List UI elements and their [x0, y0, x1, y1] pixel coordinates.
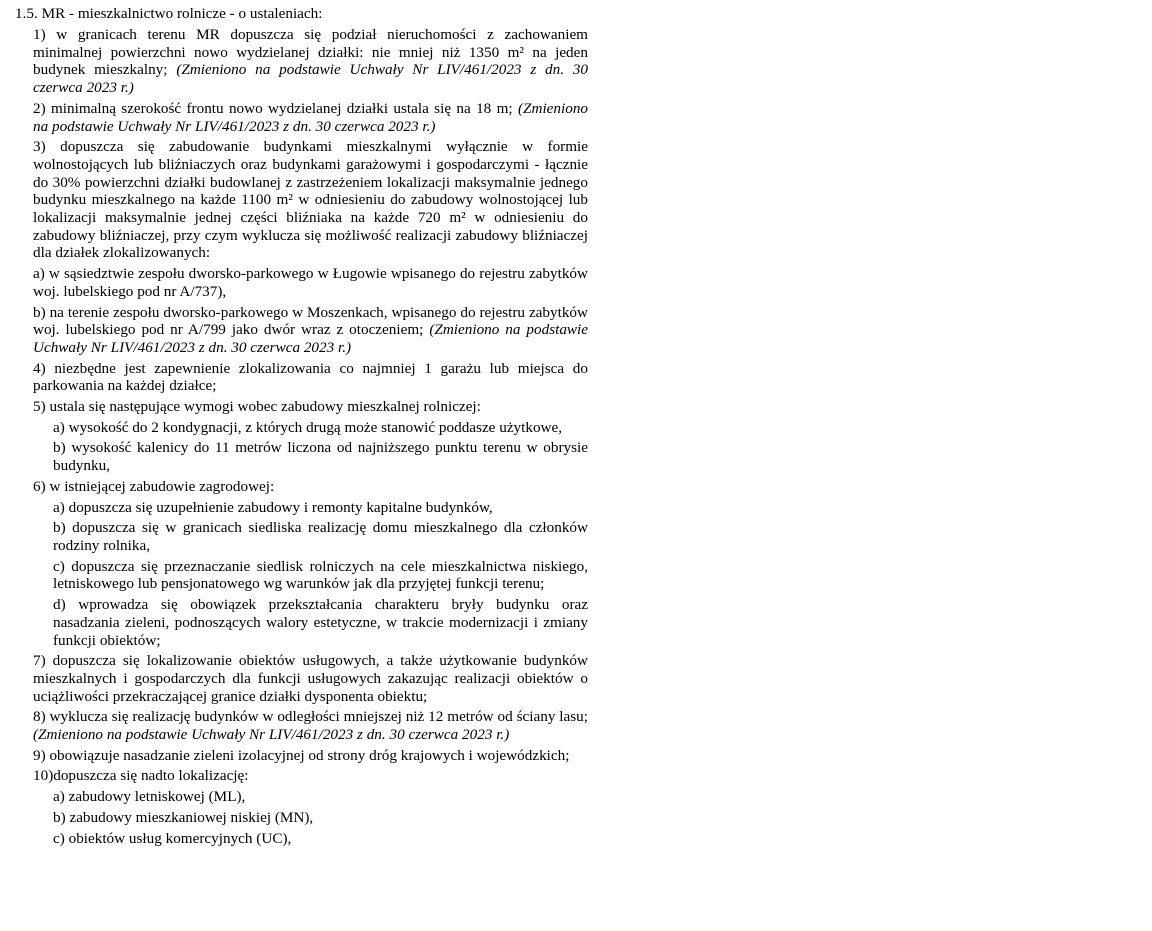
item-text: 3) dopuszcza się zabudowanie budynkami mieszkalnymi wyłącznie w formie wolnostojących lub bliźniaczych oraz budynkami garażowymi i gospodarczymi - łącznie do 30% powierzchni działki budowlanej z zastrzeżeniem lokalizacji maksymalnie jednego budynku mieszkalnego na każde 1100 m² w odniesieniu do zabudowy wolnostojącej lub lokalizacji maksymalnie jednej części bliźniaka na każde 720 m² w odniesieniu do zabudowy bliźniaczej, przy czym wyklucza się możliwość realizacji zabudowy bliźniaczej dla działek zlokalizowanych: [33, 138, 588, 262]
item-text: 2) minimalną szerokość frontu nowo wydzielanej działki ustala się na 18 m; [33, 99, 513, 117]
sub-list-item [53, 519, 588, 554]
item-text: b) wysokość kalenicy do 11 metrów liczona od najniższego punktu terenu w obrysie budynku, [53, 439, 588, 475]
item-text: c) obiektów usług komercyjnych (UC), [53, 829, 292, 847]
item-text: a) w sąsiedztwie zespołu dworsko-parkowego w Ługowie wpisanego do rejestru zabytków woj. lubelskiego pod nr A/737), [33, 265, 588, 300]
list-item [33, 360, 588, 395]
amendment-note: (Zmieniono na podstawie Uchwały Nr LIV/461/2023 z dn. 30 czerwca 2023 r.) [33, 726, 510, 744]
amendment-note: (Zmieniono na podstawie Uchwały Nr LIV/461/2023 z dn. 30 czerwca 2023 r.) [33, 99, 589, 135]
item-text: 9) obowiązuje nasadzanie zieleni izolacyjnej od strony dróg krajowych i wojewódzkich; [33, 746, 570, 764]
sub-list-item [53, 499, 588, 517]
sub-list-item [53, 596, 588, 649]
item-text: 5) ustala się następujące wymogi wobec zabudowy mieszkalnej rolniczej: [33, 398, 481, 416]
list-item [33, 265, 588, 300]
sub-list-item [53, 558, 588, 593]
list-item [33, 138, 588, 262]
item-text: b) na terenie zespołu dworsko-parkowego w Moszenkach, wpisanego do rejestru zabytków woj. lubelskiego pod nr A/799 jako dwór wraz z otoczeniem; [33, 303, 588, 339]
item-text: a) wysokość do 2 kondygnacji, z których drugą może stanowić poddasze użytkowe, [53, 418, 563, 436]
sub-list-item [53, 830, 588, 848]
list-item [33, 304, 588, 357]
list-item [33, 26, 588, 97]
amendment-note: (Zmieniono na podstawie Uchwały Nr LIV/461/2023 z dn. 30 czerwca 2023 r.) [33, 61, 589, 97]
sub-list-item [53, 419, 588, 437]
list-item [33, 652, 588, 705]
item-text: 4) niezbędne jest zapewnienie zlokalizowania co najmniej 1 garażu lub miejsca do parkowania na każdej działce; [33, 359, 588, 395]
list-item [33, 398, 588, 416]
item-text: 7) dopuszcza się lokalizowanie obiektów usługowych, a także użytkowanie budynków mieszkalnych i gospodarczych dla funkcji usługowych zakazując realizacji obiektów o uciążliwości przekraczającej granice działki dysponenta obiektu; [33, 652, 588, 705]
sub-list-item [53, 788, 588, 806]
item-text: b) dopuszcza się w granicach siedliska realizację domu mieszkalnego dla członków rodziny rolnika, [53, 519, 588, 554]
list-item [33, 100, 588, 135]
section-heading: 1.5. MR - mieszkalnictwo rolnicze - o ustaleniach: [15, 5, 323, 22]
amendment-note: (Zmieniono na podstawie Uchwały Nr LIV/461/2023 z dn. 30 czerwca 2023 r.) [33, 321, 589, 356]
item-text: d) wprowadza się obowiązek przekształcania charakteru bryły budynku oraz nasadzania zieleni, podnoszących walory estetyczne, w trakcie modernizacji i zmiany funkcji obiektów; [53, 596, 588, 649]
item-text: 6) w istniejącej zabudowie zagrodowej: [33, 477, 275, 495]
item-text: 8) wyklucza się realizację budynków w odległości mniejszej niż 12 metrów od ściany lasu; [33, 708, 588, 726]
list-item [33, 767, 588, 785]
item-text: 10)dopuszcza się nadto lokalizację: [33, 767, 249, 785]
list-item [33, 708, 588, 743]
provisions-list [33, 26, 588, 850]
item-text: b) zabudowy mieszkaniowej niskiej (MN), [53, 808, 314, 826]
sub-list-item [53, 439, 588, 474]
item-text: a) dopuszcza się uzupełnienie zabudowy i remonty kapitalne budynków, [53, 498, 493, 516]
list-item [33, 478, 588, 496]
item-text: a) zabudowy letniskowej (ML), [53, 788, 246, 806]
list-item [33, 747, 588, 765]
item-text: 1) w granicach terenu MR dopuszcza się podział nieruchomości z zachowaniem minimalnej powierzchni nowo wydzielanej działki: nie mniej niż 1350 m² na jeden budynek mieszkalny; [33, 26, 588, 79]
sub-list-item [53, 809, 588, 827]
item-text: c) dopuszcza się przeznaczanie siedlisk rolniczych na cele mieszkalnictwa niskiego, letniskowego lub pensjonatowego wg warunków jak dla przyjętej funkcji terenu; [53, 557, 588, 593]
